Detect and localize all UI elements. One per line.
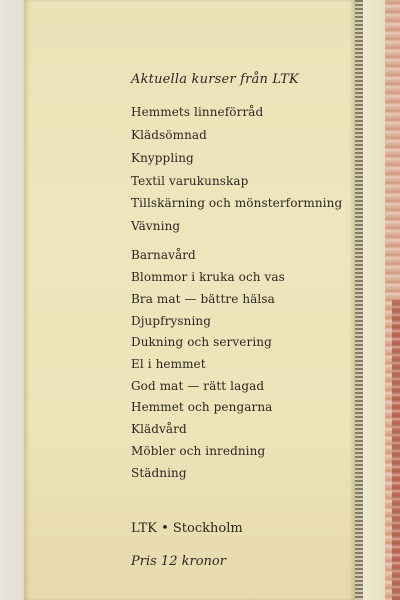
course-item: Vävning [131,219,181,233]
course-item: Klädvård [131,422,187,436]
course-item: Knyppling [131,151,194,165]
course-item: El i hemmet [131,357,206,371]
course-item: Bra mat — bättre hälsa [131,292,275,306]
course-item: Tillskärning och mönsterformning [131,196,343,210]
course-item: Djupfrysning [131,314,212,328]
cover-edge-pattern-lower [392,300,400,600]
course-item: Textil varukunskap [131,174,249,188]
price-line: Pris 12 kronor [131,554,226,569]
course-item: Möbler och inredning [131,444,266,458]
course-item: God mat — rätt lagad [131,379,265,393]
course-item: Dukning och servering [131,335,272,349]
course-item: Blommor i kruka och vas [131,270,285,284]
course-item: Klädsömnad [131,128,207,142]
course-item: Barnavård [131,248,196,262]
stitched-spine [355,0,363,600]
course-item: Städning [131,466,187,480]
course-list-heading: Aktuella kurser från LTK [131,72,299,87]
course-item: Hemmet och pengarna [131,400,273,414]
publisher-line: LTK • Stockholm [131,521,243,536]
course-item: Hemmets linneförråd [131,105,264,119]
